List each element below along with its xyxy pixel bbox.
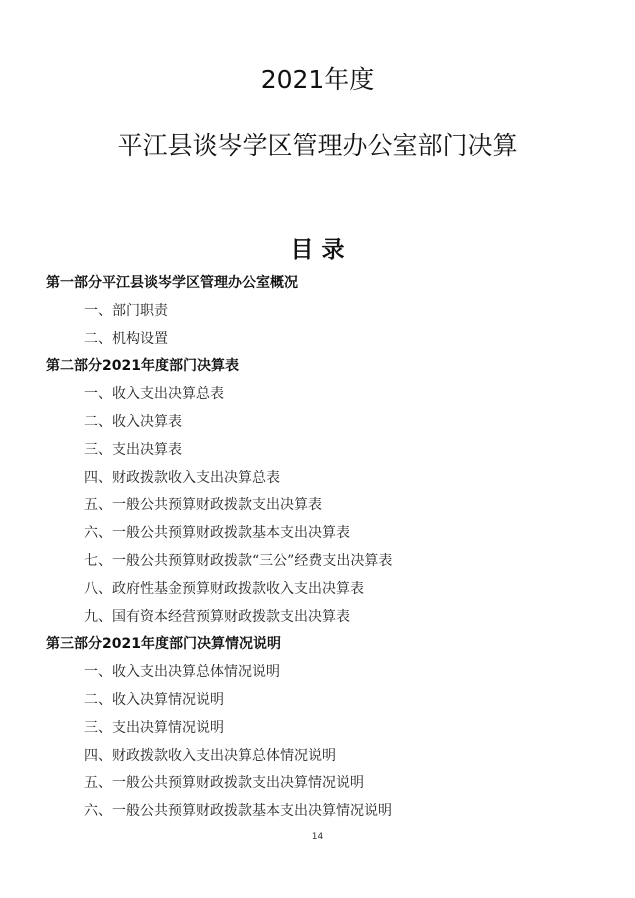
table-of-contents <box>46 270 606 826</box>
document-main-title: 平江县谈岑学区管理办公室部门决算 <box>117 131 518 160</box>
toc-item[interactable]: 七、一般公共预算财政拨款“三公”经费支出决算表 <box>84 552 393 569</box>
toc-item[interactable]: 六、一般公共预算财政拨款基本支出决算情况说明 <box>84 803 392 820</box>
toc-item[interactable]: 三、支出决算表 <box>84 441 182 458</box>
toc-heading: 目 录 <box>290 237 345 263</box>
toc-item[interactable]: 九、国有资本经营预算财政拨款支出决算表 <box>84 608 350 625</box>
toc-item[interactable]: 二、收入决算表 <box>84 413 182 430</box>
toc-item[interactable]: 一、收入支出决算总表 <box>84 386 224 403</box>
toc-item[interactable]: 二、收入决算情况说明 <box>84 691 224 708</box>
toc-part-2-title[interactable]: 第二部分2021年度部门决算表 <box>46 358 239 375</box>
toc-item[interactable]: 五、一般公共预算财政拨款支出决算情况说明 <box>84 775 364 792</box>
toc-part-1-title[interactable]: 第一部分平江县谈岑学区管理办公室概况 <box>46 275 298 291</box>
toc-item[interactable]: 四、财政拨款收入支出决算总体情况说明 <box>84 747 336 764</box>
toc-item[interactable]: 五、一般公共预算财政拨款支出决算表 <box>84 497 322 514</box>
toc-item[interactable]: 八、政府性基金预算财政拨款收入支出决算表 <box>84 580 364 597</box>
toc-item[interactable]: 二、机构设置 <box>84 330 168 347</box>
toc-item[interactable]: 四、财政拨款收入支出决算总表 <box>84 469 280 486</box>
toc-item[interactable]: 三、支出决算情况说明 <box>84 719 224 736</box>
document-year-title: 2021年度 <box>260 65 375 94</box>
toc-item[interactable]: 一、收入支出决算总体情况说明 <box>84 664 280 681</box>
toc-item[interactable]: 六、一般公共预算财政拨款基本支出决算表 <box>84 525 350 542</box>
toc-item[interactable]: 一、部门职责 <box>84 302 168 319</box>
toc-part-3-title[interactable]: 第三部分2021年度部门决算情况说明 <box>46 636 281 653</box>
page-number: 14 <box>311 832 324 842</box>
